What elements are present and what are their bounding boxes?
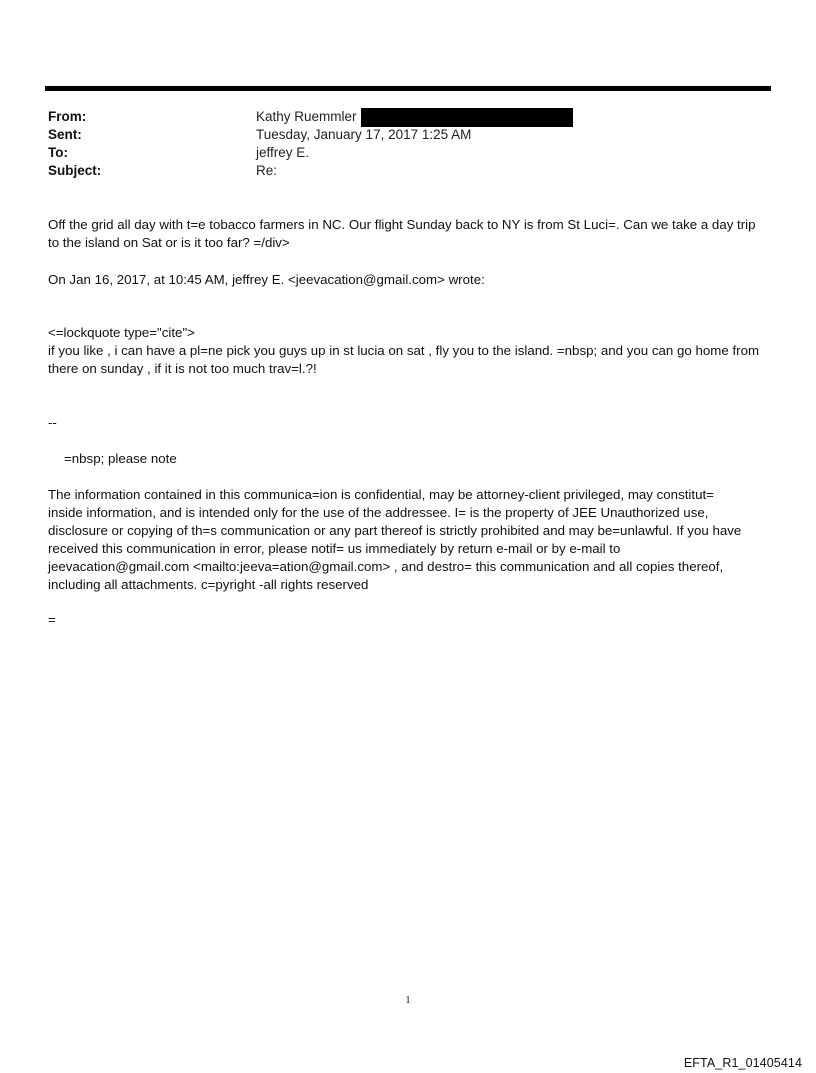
separator-line: -- [48, 415, 57, 430]
sent-label: Sent: [48, 127, 82, 142]
quote-intro-line: On Jan 16, 2017, at 10:45 AM, jeffrey E. <jeevacation@gmail.com> wrote: [48, 272, 485, 287]
please-note-line: =nbsp; please note [64, 451, 177, 466]
disclaimer-line: jeevacation@gmail.com <mailto:jeeva=ation@gmail.com> , and destro= this communication and all copies thereof, [48, 559, 724, 574]
subject-value: Re: [256, 163, 278, 178]
disclaimer-line: including all attachments. c=pyright -all rights reserved [48, 577, 369, 592]
disclaimer [48, 486, 772, 594]
blockquote-tag-line: <=lockquote type="cite"> [48, 325, 195, 340]
from-label: From: [48, 109, 87, 124]
sent-row [48, 126, 768, 144]
disclaimer-line: The information contained in this communica=ion is confidential, may be attorney-client privileged, may constitut= [48, 487, 714, 502]
please-note [48, 450, 788, 468]
disclaimer-line: inside information, and is intended only for the use of the addressee. I= is the property of JEE Unauthorized use, [48, 505, 709, 520]
quote-line: there on sunday , if it is not too much trav=l.?! [48, 361, 317, 376]
disclaimer-line: disclosure or copying of th=s communication or any part thereof is strictly prohibited and may be=unlawful. If you have [48, 523, 742, 538]
quote-intro [48, 271, 772, 289]
from-value: Kathy Ruemmler [256, 109, 357, 124]
quote-line: if you like , i can have a pl=ne pick you guys up in st lucia on sat , fly you to the island. =nbsp; and you can go home from [48, 343, 760, 358]
page-number: 1 [405, 994, 411, 1006]
to-label: To: [48, 145, 68, 160]
body-line: Off the grid all day with t=e tobacco farmers in NC. Our flight Sunday back to NY is from St Luci=. Can we take a day trip [48, 217, 756, 232]
signature-separator [48, 414, 772, 432]
sent-value: Tuesday, January 17, 2017 1:25 AM [256, 127, 472, 142]
trailing-line: = [48, 612, 56, 627]
from-row [48, 108, 768, 126]
header-rule [45, 86, 771, 91]
document-id: EFTA_R1_01405414 [683, 1056, 802, 1070]
email-header [48, 108, 768, 180]
subject-row [48, 162, 768, 180]
disclaimer-line: received this communication in error, please notif= us immediately by return e-mail or by e-mail to [48, 541, 621, 556]
quoted-message [48, 324, 772, 378]
trailing-marker [48, 611, 772, 629]
to-value: jeffrey E. [256, 145, 310, 160]
body-line: to the island on Sat or is it too far? =/div> [48, 235, 290, 250]
message-paragraph [48, 216, 772, 252]
to-row [48, 144, 768, 162]
redaction-box [361, 108, 573, 127]
subject-label: Subject: [48, 163, 102, 178]
